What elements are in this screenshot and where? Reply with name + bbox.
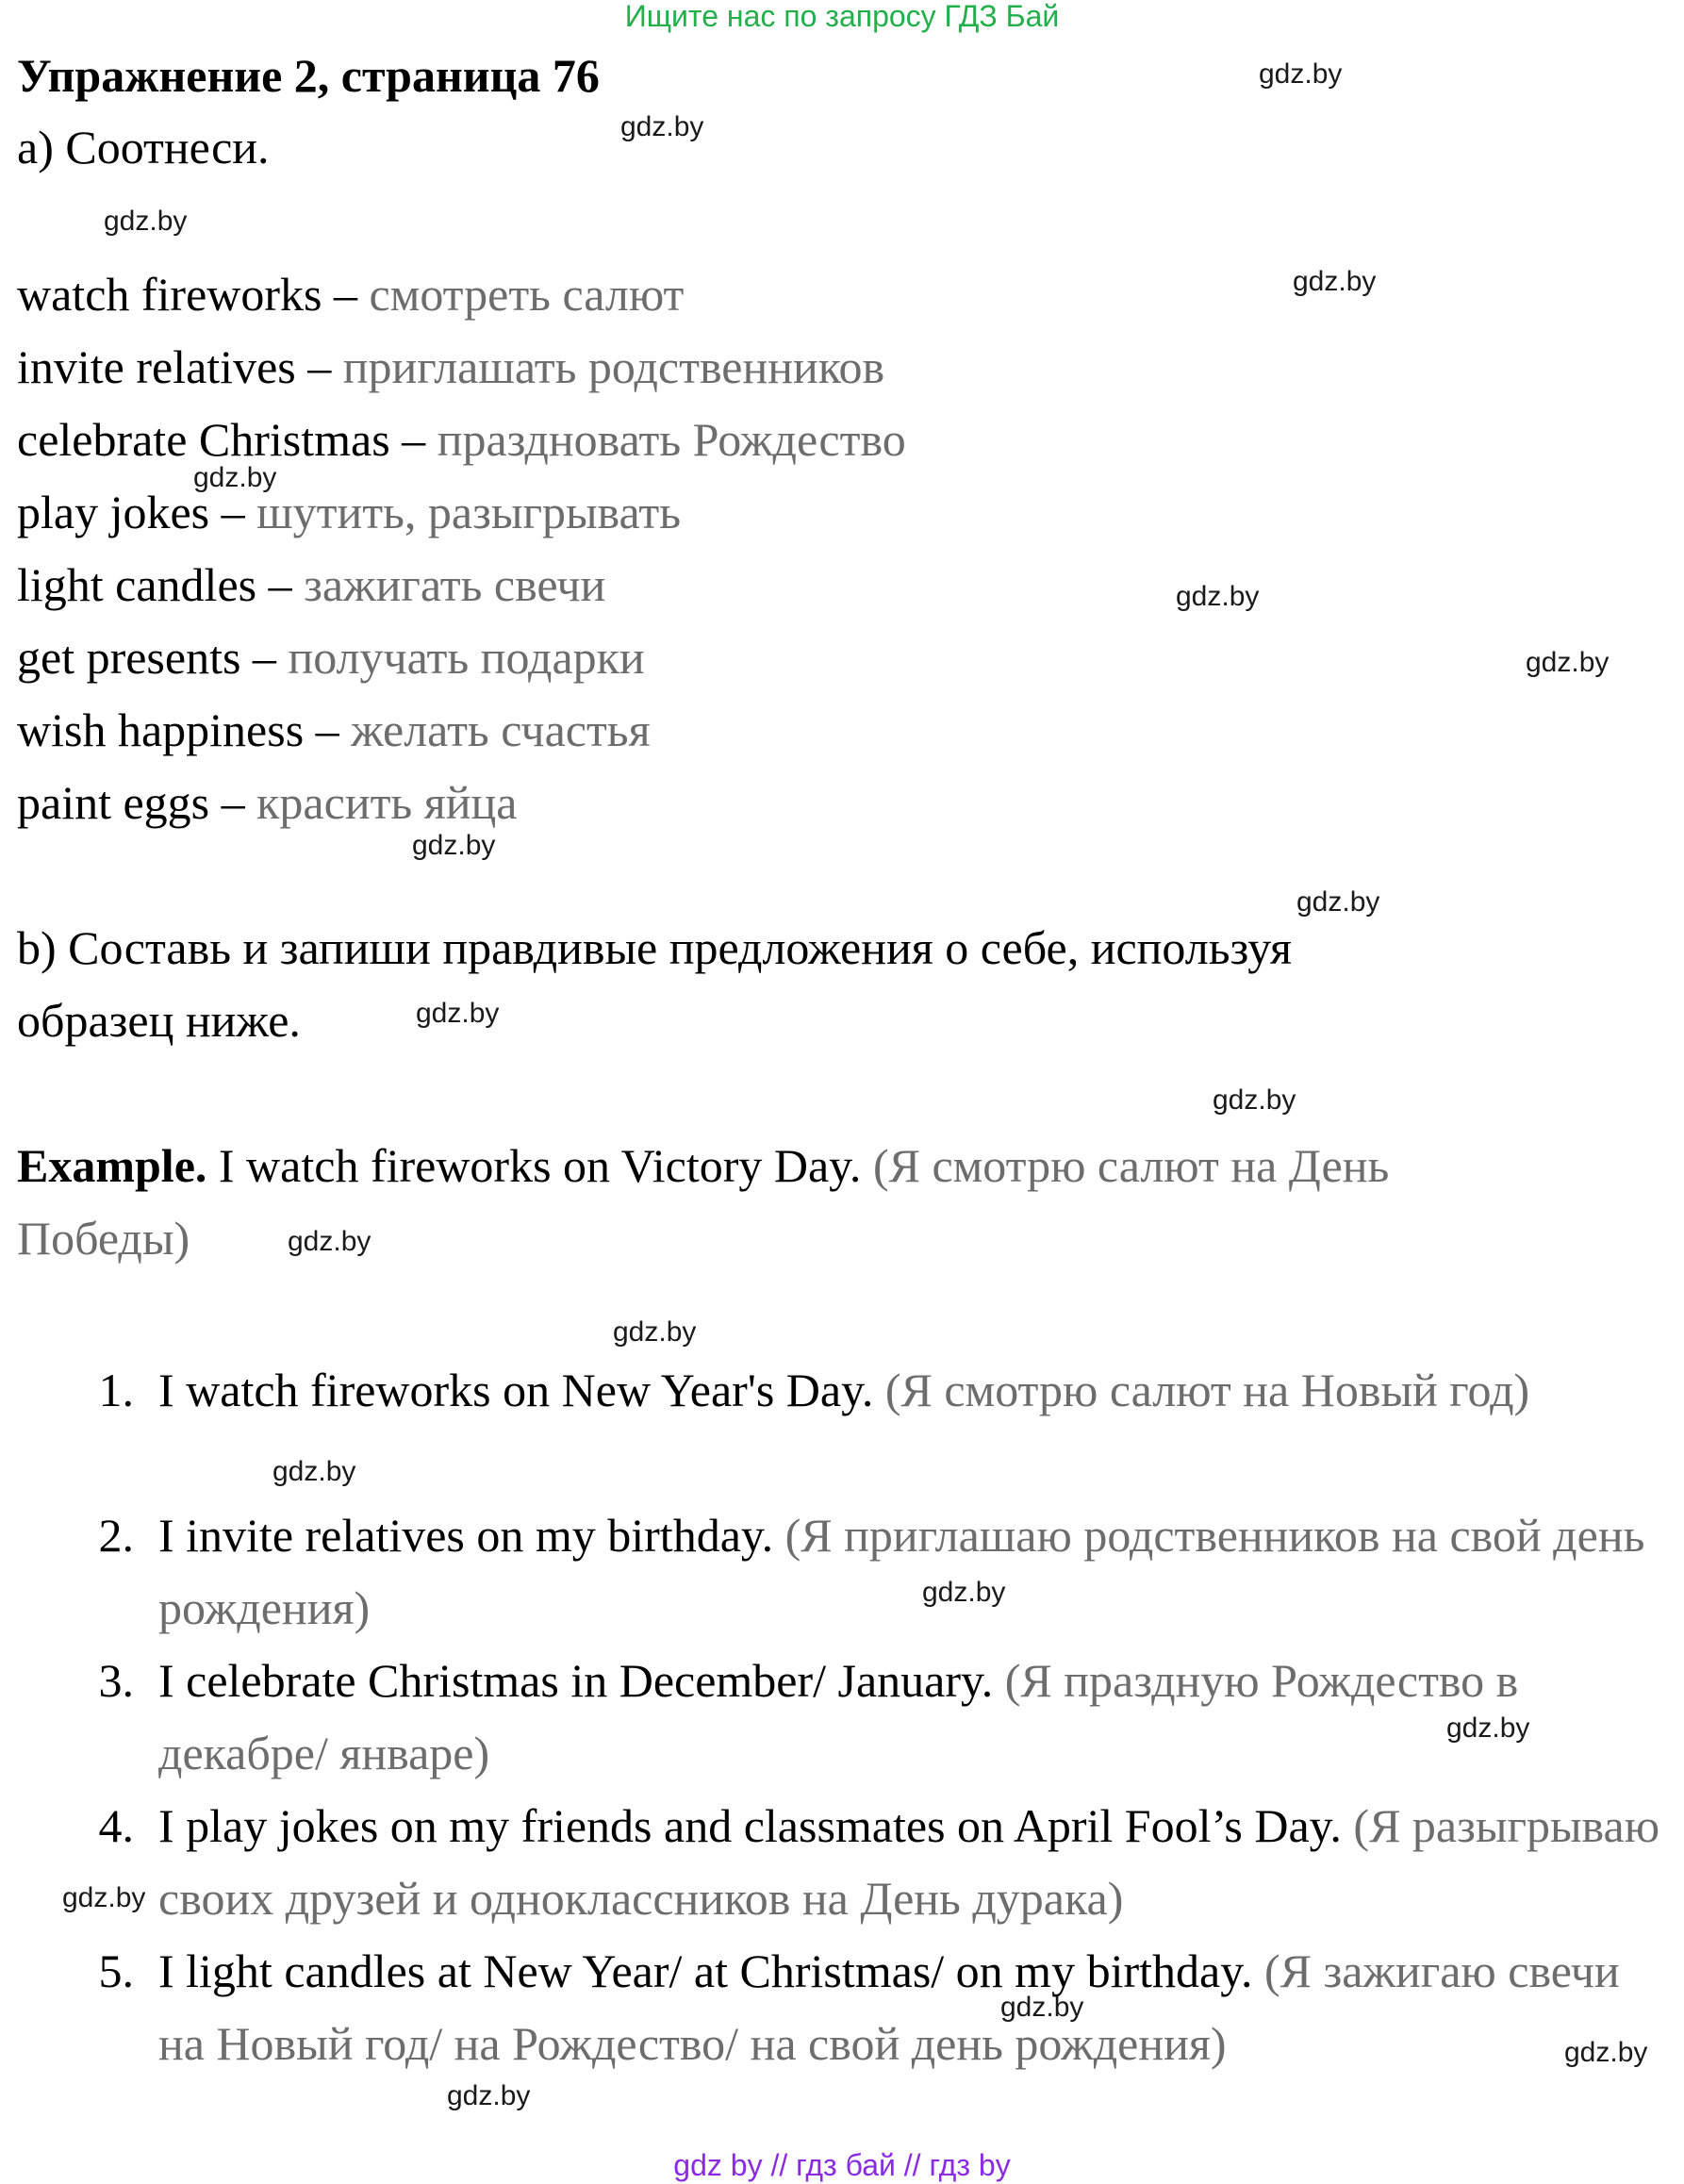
item-ru: (Я смотрю салют на Новый год) <box>884 1364 1530 1416</box>
example-ru: (Я смотрю салют на День <box>872 1139 1390 1192</box>
watermark-text: gdz.by <box>288 1226 371 1257</box>
item-ru: (Я зажигаю свечи на Новый год/ на Рождество/ на свой день рождения) <box>158 1944 1620 2070</box>
watermark-text: gdz.by <box>1526 647 1610 678</box>
watermark-text: gdz.by <box>416 998 500 1029</box>
item-number: 1. <box>98 1364 134 1416</box>
watermark-text: gdz.by <box>412 830 496 861</box>
watermark-text: gdz.by <box>1564 2037 1648 2068</box>
bottom-banner: gdz by // гдз бай // гдз by <box>673 2148 1011 2182</box>
watermark-text: gdz.by <box>613 1316 697 1348</box>
item-text <box>158 1354 1667 1427</box>
part-a-label: a) Соотнеси. <box>17 121 270 174</box>
item-number: 5. <box>98 1944 134 1997</box>
pair-ru: получать подарки <box>288 631 645 684</box>
pair-en: play jokes – <box>17 486 257 538</box>
pair-row <box>17 772 517 833</box>
item-ru: (Я праздную Рождество в декабре/ январе) <box>158 1654 1519 1779</box>
watermark-text: gdz.by <box>104 206 188 237</box>
item-en: I invite relatives on my birthday. <box>158 1509 785 1562</box>
item-ru: (Я разыгрываю своих друзей и одноклассников на День дурака) <box>158 1799 1660 1925</box>
part-b-line-2: образец ниже. <box>17 994 301 1047</box>
pair-ru: шутить, разыгрывать <box>256 486 682 538</box>
watermark-text: gdz.by <box>447 2080 531 2111</box>
pair-row <box>17 409 906 470</box>
watermark-text: gdz.by <box>193 462 277 493</box>
pair-row <box>17 482 681 542</box>
watermark-text: gdz.by <box>1000 1992 1084 2023</box>
watermark-text: gdz.by <box>1176 581 1260 612</box>
pair-ru: желать счастья <box>351 703 651 756</box>
item-number: 3. <box>98 1654 134 1707</box>
example-en: I watch fireworks on Victory Day. <box>206 1139 873 1192</box>
item-text <box>158 1645 1667 1790</box>
pair-ru: приглашать родственников <box>342 340 885 393</box>
pair-en: get presents – <box>17 631 289 684</box>
page-title: Упражнение 2, страница 76 <box>17 49 600 102</box>
pair-row <box>17 337 884 397</box>
pair-en: celebrate Christmas – <box>17 413 438 466</box>
part-b-line-1: b) Составь и запиши правдивые предложения о себе, используя <box>17 921 1292 974</box>
item-text <box>158 1790 1667 1935</box>
pair-en: invite relatives – <box>17 340 343 393</box>
item-number: 4. <box>98 1799 134 1852</box>
item-text <box>158 1499 1667 1645</box>
watermark-text: gdz.by <box>62 1882 146 1913</box>
pair-en: paint eggs – <box>17 776 257 829</box>
watermark-text: gdz.by <box>620 111 704 142</box>
example-line-1 <box>17 1135 1389 1196</box>
pair-en: wish happiness – <box>17 703 352 756</box>
watermark-text: gdz.by <box>1446 1712 1530 1744</box>
watermark-text: gdz.by <box>272 1456 356 1487</box>
item-en: I play jokes on my friends and classmates on April Fool’s Day. <box>158 1799 1354 1852</box>
item-number: 2. <box>98 1509 134 1562</box>
pair-ru: праздновать Рождество <box>437 413 906 466</box>
watermark-text: gdz.by <box>922 1577 1006 1608</box>
example-label: Example. <box>17 1139 207 1192</box>
item-en: I watch fireworks on New Year's Day. <box>158 1364 885 1416</box>
watermark-text: gdz.by <box>1259 58 1343 90</box>
pair-row <box>17 700 651 760</box>
pair-ru: зажигать свечи <box>304 558 606 611</box>
pair-ru: красить яйца <box>256 776 518 829</box>
pair-row <box>17 627 645 687</box>
pair-row <box>17 554 605 615</box>
item-en: I celebrate Christmas in December/ January. <box>158 1654 1005 1707</box>
item-ru: (Я приглашаю родственников на свой день рождения) <box>158 1509 1645 1634</box>
pair-ru: смотреть салют <box>369 268 685 321</box>
pair-en: light candles – <box>17 558 305 611</box>
item-en: I light candles at New Year/ at Christmas/ on my birthday. <box>158 1944 1264 1997</box>
watermark-text: gdz.by <box>1296 886 1380 918</box>
top-banner: Ищите нас по запросу ГДЗ Бай <box>624 0 1060 33</box>
pair-en: watch fireworks – <box>17 268 370 321</box>
watermark-text: gdz.by <box>1213 1084 1296 1116</box>
item-text <box>158 1935 1667 2080</box>
watermark-text: gdz.by <box>1293 266 1377 297</box>
pair-row <box>17 264 684 324</box>
example-line-2: Победы) <box>17 1212 190 1265</box>
